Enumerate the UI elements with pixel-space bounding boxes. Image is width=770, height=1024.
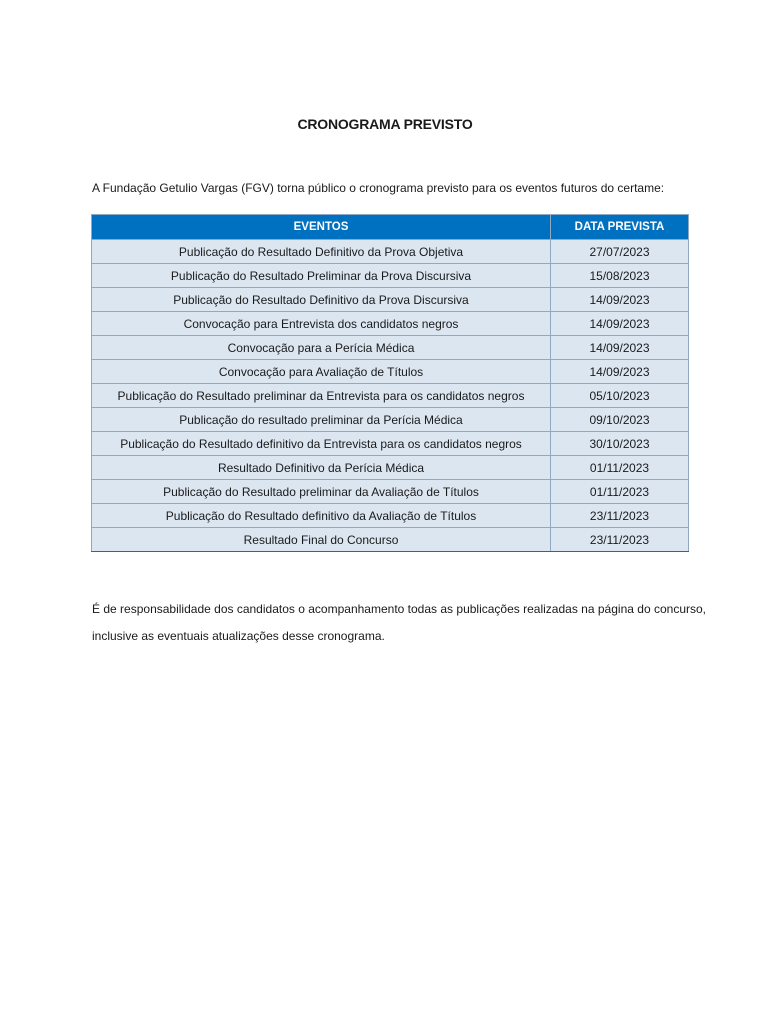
event-cell: Publicação do Resultado Preliminar da Prova Discursiva [92,264,551,288]
table-row [92,360,689,384]
table-row [92,456,689,480]
date-cell: 14/09/2023 [551,288,689,312]
event-cell: Convocação para a Perícia Médica [92,336,551,360]
table-row [92,288,689,312]
event-cell: Convocação para Entrevista dos candidatos negros [92,312,551,336]
event-cell: Publicação do Resultado preliminar da Entrevista para os candidatos negros [92,384,551,408]
date-cell: 15/08/2023 [551,264,689,288]
table-row [92,336,689,360]
date-cell: 30/10/2023 [551,432,689,456]
event-cell: Publicação do Resultado preliminar da Avaliação de Títulos [92,480,551,504]
date-cell: 27/07/2023 [551,240,689,264]
header-date: DATA PREVISTA [551,215,689,240]
date-cell: 01/11/2023 [551,456,689,480]
table-row [92,480,689,504]
event-cell: Publicação do Resultado definitivo da Entrevista para os candidatos negros [92,432,551,456]
table-row [92,504,689,528]
date-cell: 05/10/2023 [551,384,689,408]
event-cell: Publicação do resultado preliminar da Perícia Médica [92,408,551,432]
event-cell: Publicação do Resultado Definitivo da Prova Discursiva [92,288,551,312]
closing-paragraph: É de responsabilidade dos candidatos o acompanhamento todas as publicações realizadas na página do concurso, inclusive as eventuais atualizações desse cronograma. [92,602,706,643]
date-cell: 01/11/2023 [551,480,689,504]
date-cell: 14/09/2023 [551,312,689,336]
event-cell: Resultado Definitivo da Perícia Médica [92,456,551,480]
table-row [92,264,689,288]
event-cell: Publicação do Resultado Definitivo da Prova Objetiva [92,240,551,264]
table-row [92,432,689,456]
table-row [92,312,689,336]
table-header-row [92,215,689,240]
page-title: CRONOGRAMA PREVISTO [297,116,473,132]
date-cell: 09/10/2023 [551,408,689,432]
table-row [92,528,689,552]
schedule-table [91,214,689,552]
intro-paragraph: A Fundação Getulio Vargas (FGV) torna público o cronograma previsto para os eventos futuros do certame: [92,181,665,195]
event-cell: Resultado Final do Concurso [92,528,551,552]
event-cell: Publicação do Resultado definitivo da Avaliação de Títulos [92,504,551,528]
date-cell: 14/09/2023 [551,360,689,384]
date-cell: 23/11/2023 [551,528,689,552]
table-row [92,408,689,432]
table-row [92,384,689,408]
table-row [92,240,689,264]
date-cell: 23/11/2023 [551,504,689,528]
event-cell: Convocação para Avaliação de Títulos [92,360,551,384]
header-events: EVENTOS [92,215,551,240]
date-cell: 14/09/2023 [551,336,689,360]
